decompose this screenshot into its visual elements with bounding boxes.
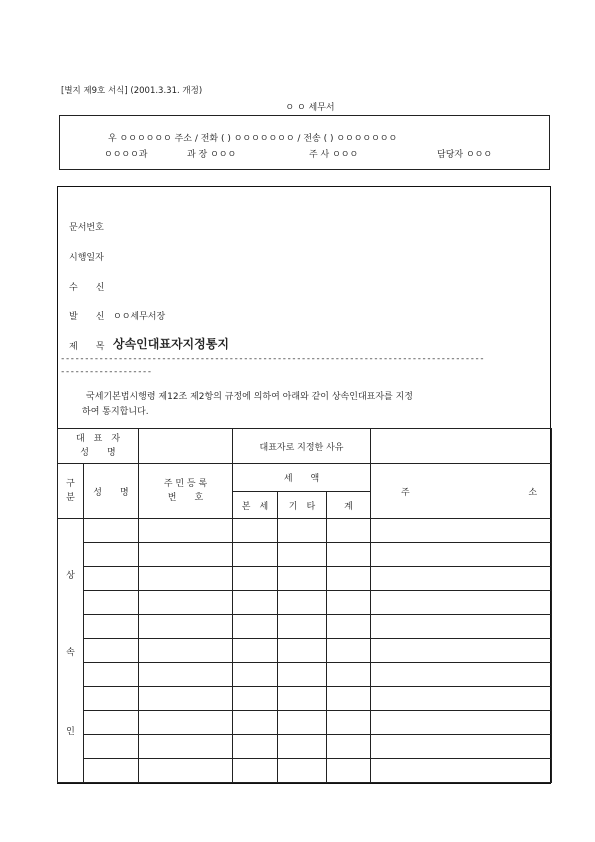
heir-char: 상 xyxy=(66,571,75,581)
table-row xyxy=(58,543,552,567)
table-cell xyxy=(84,663,139,687)
table-cell xyxy=(84,615,139,639)
table-row xyxy=(58,687,552,711)
tax-amount-header: 세 액 xyxy=(233,464,371,492)
table-cell xyxy=(327,519,371,543)
tax-total-header: 계 xyxy=(327,492,371,519)
table-cell xyxy=(233,519,278,543)
table-cell xyxy=(327,735,371,759)
table-row xyxy=(58,615,552,639)
table-row xyxy=(58,639,552,663)
sender-value: ㅇㅇ세무서장 xyxy=(113,312,166,322)
table-cell xyxy=(233,615,278,639)
address-header: 주 소 xyxy=(371,464,552,519)
contact-line: 우 ㅇㅇㅇㅇㅇㅇ 주소 / 전화 ( ) ㅇㅇㅇㅇㅇㅇㅇ / 전송 ( ) ㅇㅇㅇㅇㅇㅇㅇ xyxy=(108,134,398,144)
table-cell xyxy=(233,639,278,663)
name-header: 성 명 xyxy=(84,464,139,519)
table-row xyxy=(58,663,552,687)
rrn-header: 주 민 등 록 번 호 xyxy=(139,464,233,519)
reason-header: 대표자로 지정한 사유 xyxy=(233,429,371,464)
rep-name-cell xyxy=(139,429,233,464)
table-cell xyxy=(278,687,327,711)
department: ㅇㅇㅇㅇ과 xyxy=(104,150,148,160)
table-cell xyxy=(139,567,233,591)
recipient-label: 수 신 xyxy=(69,283,105,293)
table-row xyxy=(58,519,552,543)
rep-name-header: 대 표 자 성 명 xyxy=(58,429,139,464)
tax-main-header: 본 세 xyxy=(233,492,278,519)
table-cell xyxy=(278,663,327,687)
table-cell xyxy=(278,567,327,591)
table-cell xyxy=(139,735,233,759)
table-cell xyxy=(278,543,327,567)
body-text-line-2: 하여 통지합니다. xyxy=(82,407,149,417)
table-cell xyxy=(139,639,233,663)
table-cell xyxy=(371,663,552,687)
table-cell xyxy=(278,735,327,759)
heir-table xyxy=(57,428,552,783)
date-label: 시행일자 xyxy=(69,253,104,263)
table-cell xyxy=(233,543,278,567)
table-cell xyxy=(139,759,233,783)
division-header: 구 분 xyxy=(58,464,84,519)
table-cell xyxy=(139,519,233,543)
table-cell xyxy=(233,711,278,735)
table-cell xyxy=(327,639,371,663)
doc-number-label: 문서번호 xyxy=(69,223,104,233)
table-cell xyxy=(371,615,552,639)
table-cell xyxy=(371,759,552,783)
table-cell xyxy=(84,519,139,543)
table-cell xyxy=(327,687,371,711)
table-cell xyxy=(84,543,139,567)
table-cell xyxy=(139,687,233,711)
reason-cell xyxy=(371,429,552,464)
heir-division-label xyxy=(58,519,84,783)
table-cell xyxy=(139,711,233,735)
table-cell xyxy=(233,591,278,615)
table-cell xyxy=(278,519,327,543)
table-cell xyxy=(327,663,371,687)
table-cell xyxy=(278,759,327,783)
table-row xyxy=(58,567,552,591)
separator-line-continued: ------------------- xyxy=(60,367,152,377)
table-row xyxy=(58,735,552,759)
table-cell xyxy=(139,543,233,567)
table-cell xyxy=(233,759,278,783)
table-cell xyxy=(371,735,552,759)
tax-other-header: 기 타 xyxy=(278,492,327,519)
table-cell xyxy=(371,591,552,615)
subject-title: 상속인대표자지정통지 xyxy=(113,337,229,351)
table-cell xyxy=(233,567,278,591)
table-cell xyxy=(84,711,139,735)
table-cell xyxy=(371,639,552,663)
heir-char: 인 xyxy=(66,727,75,737)
table-cell xyxy=(84,639,139,663)
table-cell xyxy=(327,591,371,615)
table-cell xyxy=(327,567,371,591)
form-number: [별지 제9호 서식] (2001.3.31. 개정) xyxy=(61,86,203,96)
table-cell xyxy=(84,687,139,711)
table-row xyxy=(58,759,552,783)
officer: 주 사 ㅇㅇㅇ xyxy=(309,150,359,160)
table-cell xyxy=(327,711,371,735)
table-cell xyxy=(233,663,278,687)
sender-label: 발 신 xyxy=(69,312,105,322)
body-text-line-1: 국세기본법시행령 제12조 제2항의 규정에 의하여 아래와 같이 상속인대표자를 지정 xyxy=(86,392,413,402)
table-cell xyxy=(84,759,139,783)
section-chief: 과 장 ㅇㅇㅇ xyxy=(187,150,237,160)
table-cell xyxy=(84,735,139,759)
table-cell xyxy=(371,543,552,567)
person-in-charge: 담당자 ㅇㅇㅇ xyxy=(437,150,493,160)
separator-line: ---------------------------------------------------------------------------------------- xyxy=(60,354,485,364)
table-cell xyxy=(139,615,233,639)
table-cell xyxy=(139,663,233,687)
table-row xyxy=(58,591,552,615)
subject-label: 제 목 xyxy=(69,342,105,352)
table-cell xyxy=(233,735,278,759)
table-cell xyxy=(278,639,327,663)
table-cell xyxy=(278,591,327,615)
table-cell xyxy=(84,591,139,615)
table-cell xyxy=(371,711,552,735)
table-cell xyxy=(371,687,552,711)
table-cell xyxy=(278,711,327,735)
table-cell xyxy=(327,543,371,567)
table-cell xyxy=(327,759,371,783)
table-cell xyxy=(327,615,371,639)
heir-char: 속 xyxy=(66,648,75,658)
table-cell xyxy=(84,567,139,591)
table-cell xyxy=(233,687,278,711)
table-cell xyxy=(371,567,552,591)
table-cell xyxy=(278,615,327,639)
office-name: ㅇ ㅇ 세무서 xyxy=(285,103,335,113)
table-cell xyxy=(371,519,552,543)
table-cell xyxy=(139,591,233,615)
table-row xyxy=(58,711,552,735)
